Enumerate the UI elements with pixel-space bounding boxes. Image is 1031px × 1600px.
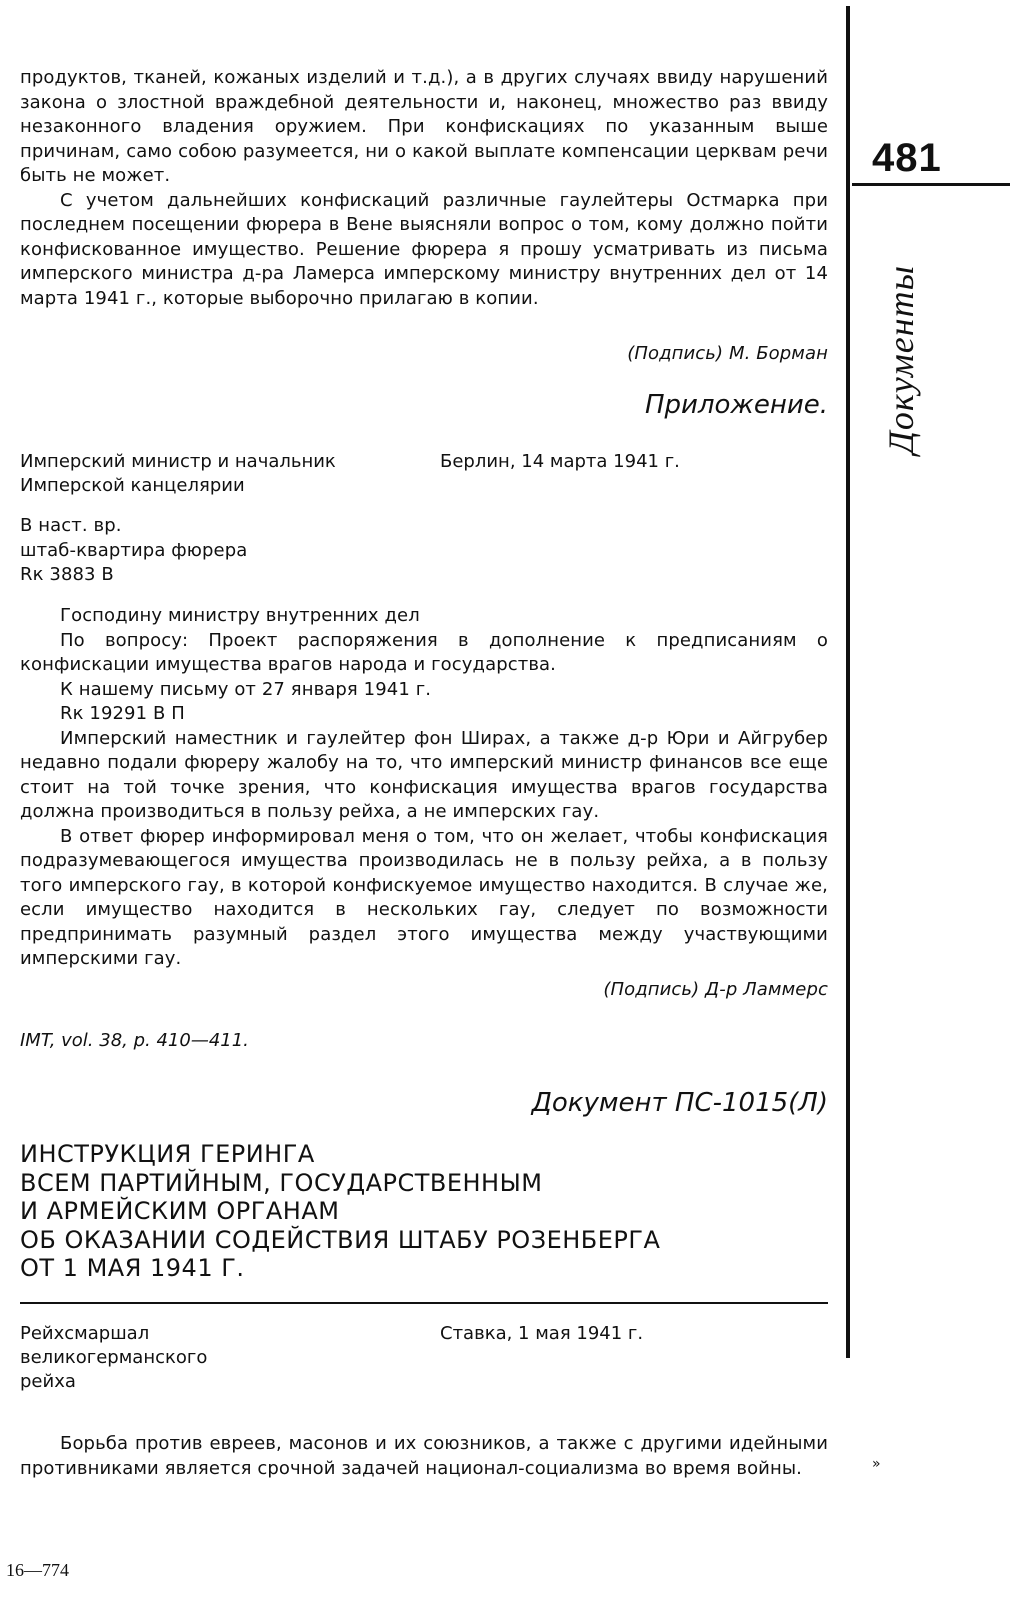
source-reference: IMT, vol. 38, p. 410—411. bbox=[20, 1030, 249, 1051]
location-block bbox=[20, 514, 828, 588]
paragraph: продуктов, тканей, кожаных изделий и т.д.), а в других случаях ввиду нарушений закона о злостной враждебной деятельности и, наконец, множество раз ввиду незаконного владения оружием. При конфискациях по указанным выше причинам, само собою разумеется, ни о какой выплате компенсации церквам речи быть не может. bbox=[20, 67, 828, 186]
document-id: Документ ПС-1015(Л) bbox=[531, 1088, 828, 1118]
document-title bbox=[20, 1140, 660, 1283]
footer-signature-code: 16—774 bbox=[6, 1560, 69, 1580]
letter-line: Господину министру внутренних дел bbox=[60, 605, 420, 626]
letter-place-date: Берлин, 14 марта 1941 г. bbox=[440, 451, 680, 472]
title-line: ВСЕМ ПАРТИЙНЫМ, ГОСУДАРСТВЕННЫМ bbox=[20, 1168, 543, 1197]
letter-sender: Имперский министр и начальник Имперской канцелярии bbox=[20, 451, 336, 496]
margin-mark: » bbox=[872, 1456, 881, 1472]
title-line: ИНСТРУКЦИЯ ГЕРИНГА bbox=[20, 1140, 315, 1168]
letter-line: Имперский наместник и гаулейтер фон Ширах, а также д-р Юри и Айгрубер недавно подали фюреру жалобу на то, что имперский министр финансов все еще стоит на той точке зрения, что конфискация имущества врагов государства должна производиться в пользу рейха, а не имперских гау. bbox=[20, 727, 828, 822]
attachment-label: Приложение. bbox=[644, 390, 828, 420]
side-section-label: Документы bbox=[881, 264, 921, 454]
paragraph: С учетом дальнейших конфискаций различные гаулейтеры Остмарка при последнем посещении фюрера в Вене выясняли вопрос о том, кому должно пойти конфискованное имущество. Решение фюрера я прошу усматривать из письма имперского министра д-ра Ламерса имперскому министру внутренних дел от 14 марта 1941 г., которые выборочно прилагаю в копии. bbox=[20, 189, 828, 309]
location-line: Rк 3883 В bbox=[20, 564, 114, 585]
letter-line: По вопросу: Проект распоряжения в дополнение к предписаниям о конфискации имущества врагов народа и государства. bbox=[20, 629, 828, 675]
location-line: В наст. вр. bbox=[20, 515, 122, 536]
location-line: штаб-квартира фюрера bbox=[20, 539, 248, 561]
letter-line: К нашему письму от 27 января 1941 г. bbox=[60, 678, 432, 700]
letter-line: Rк 19291 В П bbox=[60, 703, 185, 724]
decree-place-date: Ставка, 1 мая 1941 г. bbox=[440, 1323, 644, 1344]
title-line: ОТ 1 МАЯ 1941 Г. bbox=[20, 1254, 245, 1282]
closing-paragraph: Борьба против евреев, масонов и их союзников, а также с другими идейными противниками является срочной задачей национал-социализма во время войны. bbox=[20, 1433, 828, 1479]
decree-header bbox=[20, 1322, 828, 1402]
title-line: ОБ ОКАЗАНИИ СОДЕЙСТВИЯ ШТАБУ РОЗЕНБЕРГА bbox=[20, 1225, 661, 1254]
letter-body bbox=[20, 604, 828, 972]
closing-block bbox=[20, 1432, 828, 1481]
title-separator bbox=[20, 1302, 828, 1304]
signature-bormann: (Подпись) М. Борман bbox=[627, 343, 828, 364]
decree-sender: Рейхсмаршал великогерманского рейха bbox=[20, 1323, 208, 1392]
letter-line: В ответ фюрер информировал меня о том, что он желает, чтобы конфискация подразумевающегося имущества производилась не в пользу рейха, а в пользу того имперского гау, в которой конфискуемое имущество находится. В случае же, если имущество находится в нескольких гау, следует по возможности предпринимать разумный раздел этого имущества между участвующими имперскими гау. bbox=[20, 825, 828, 969]
top-text-block bbox=[20, 66, 828, 311]
page-number: 481 bbox=[872, 136, 942, 180]
title-line: И АРМЕЙСКИМ ОРГАНАМ bbox=[20, 1197, 340, 1225]
signature-lammers: (Подпись) Д-р Ламмерс bbox=[603, 979, 828, 1000]
vertical-rule bbox=[846, 6, 850, 1358]
page-number-rule bbox=[852, 183, 1010, 186]
letter-header bbox=[20, 450, 828, 500]
